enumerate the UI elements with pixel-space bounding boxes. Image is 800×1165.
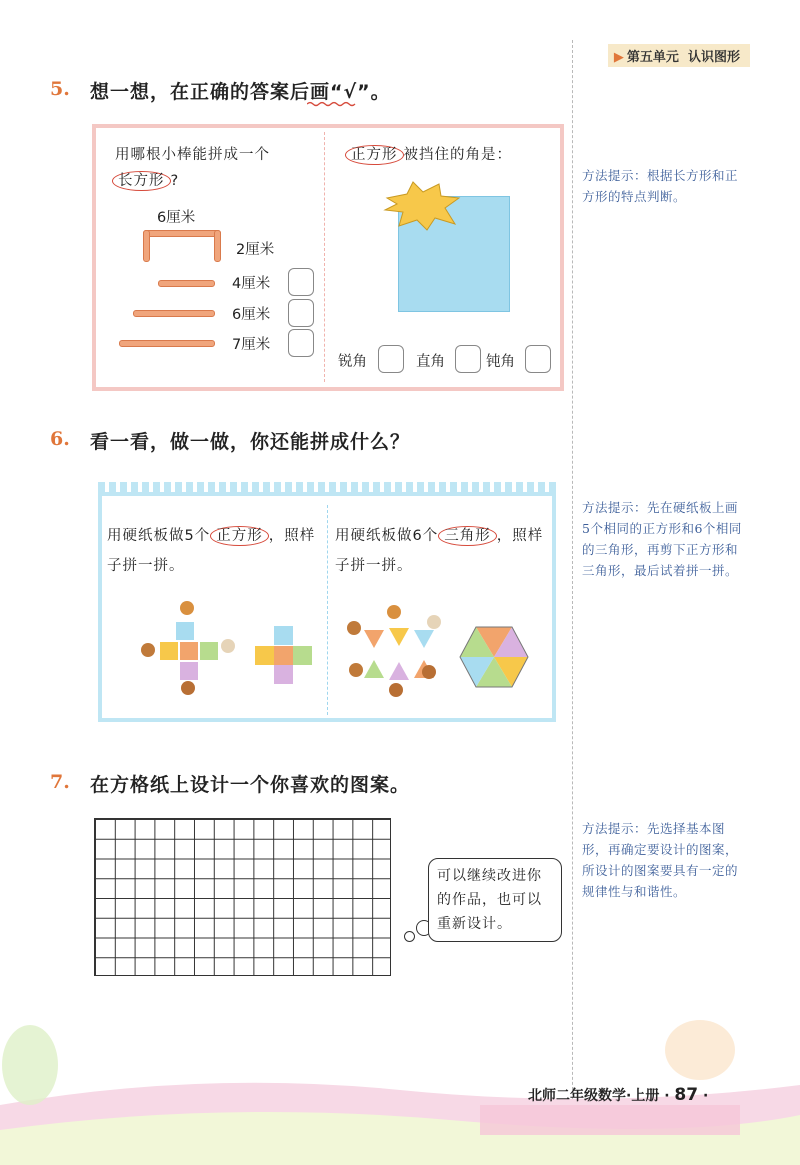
q6-right-text (335, 521, 550, 581)
option-4cm-checkbox[interactable] (288, 268, 314, 296)
acute-angle-label: 锐角 (338, 354, 367, 370)
dogs-with-squares-illustration (132, 598, 242, 702)
right-angle-label: 直角 (416, 354, 445, 370)
question-6-title: 看一看，做一做，你还能拼成什么？ (90, 431, 411, 453)
option-7cm-label: 7厘米 (232, 337, 271, 353)
margin-divider (572, 40, 573, 1120)
question-7-number: 7. (50, 771, 70, 793)
unit-header (608, 44, 750, 67)
hexagon-shape (459, 626, 529, 688)
q6-left-post: ，照样子拼一拼。 (107, 528, 316, 574)
frame-top-label: 6厘米 (157, 210, 196, 226)
q6-left-text (107, 521, 322, 581)
q5-left-question-mark: ? (170, 173, 180, 189)
q5-left-prompt-line2 (112, 169, 179, 190)
circled-square-word-2: 正方形 (210, 526, 269, 546)
unit-label: 第五单元 (626, 50, 679, 65)
q5-right-prompt (345, 143, 512, 164)
stick-right (214, 230, 221, 262)
question-5-number: 5. (50, 78, 70, 100)
circled-triangle-word: 三角形 (438, 526, 497, 546)
q5-left-prompt-text: 用哪根小棒能拼成一个 (115, 147, 270, 163)
option-6cm-checkbox[interactable] (288, 299, 314, 327)
right-angle-checkbox[interactable] (455, 345, 481, 373)
design-grid[interactable] (94, 818, 391, 976)
q5-left-prompt (115, 143, 270, 164)
footer-dot: · (664, 1088, 670, 1104)
stick-option-3 (119, 340, 215, 347)
q5-right-prompt-text: 被挡住的角是： (403, 147, 512, 163)
box6-divider (327, 505, 328, 715)
q6-right-pre: 用硬纸板做6个 (335, 528, 439, 544)
hint-q7: 方法提示：先选择基本图形，再确定要设计的图案，所设计的图案要具有一定的规律性与和谐性。 (582, 821, 739, 899)
hint-q6: 方法提示：先在硬纸板上画5个相同的正方形和6个相同的三角形，再剪下正方形和三角形，最后试着拼一拼。 (582, 500, 742, 578)
option-7cm-checkbox[interactable] (288, 329, 314, 357)
circled-square-word: 正方形 (345, 145, 404, 165)
page-number: 87 (674, 1085, 699, 1105)
question-6-number: 6. (50, 428, 70, 450)
frame-side-label: 2厘米 (236, 242, 275, 258)
stick-option-2 (133, 310, 215, 317)
obtuse-angle-label: 钝角 (486, 354, 515, 370)
question-5-title: 想一想，在正确的答案后画“√”。 (90, 81, 391, 103)
stick-left (143, 230, 150, 262)
q6-right-post: ，照样子拼一拼。 (335, 528, 544, 574)
stick-option-1 (158, 280, 215, 287)
obtuse-angle-checkbox[interactable] (525, 345, 551, 373)
book-title: 北师二年级数学·上册 (528, 1088, 660, 1104)
option-4cm-label: 4厘米 (232, 276, 271, 292)
arrow-icon: ▶ (613, 50, 624, 65)
circled-rectangle-word: 长方形 (112, 171, 171, 191)
topic-label: 认识图形 (687, 50, 740, 65)
stick-top (143, 230, 221, 237)
thought-bubble: 可以继续改进你的作品，也可以重新设计。 (428, 858, 562, 942)
box-divider (324, 132, 325, 382)
cross-shape (254, 626, 314, 686)
dogs-with-triangles-illustration (344, 600, 444, 700)
hint-q5: 方法提示：根据长方形和正方形的特点判断。 (582, 168, 739, 204)
page-footer (528, 1085, 708, 1105)
thought-dot-small (404, 931, 415, 942)
option-6cm-label: 6厘米 (232, 307, 271, 323)
question-7-title: 在方格纸上设计一个你喜欢的图案。 (90, 774, 411, 796)
starburst-cover (383, 180, 463, 232)
wavy-underline (307, 101, 357, 107)
acute-angle-checkbox[interactable] (378, 345, 404, 373)
footer-dot-2: · (702, 1088, 709, 1104)
q6-left-pre: 用硬纸板做5个 (107, 528, 211, 544)
